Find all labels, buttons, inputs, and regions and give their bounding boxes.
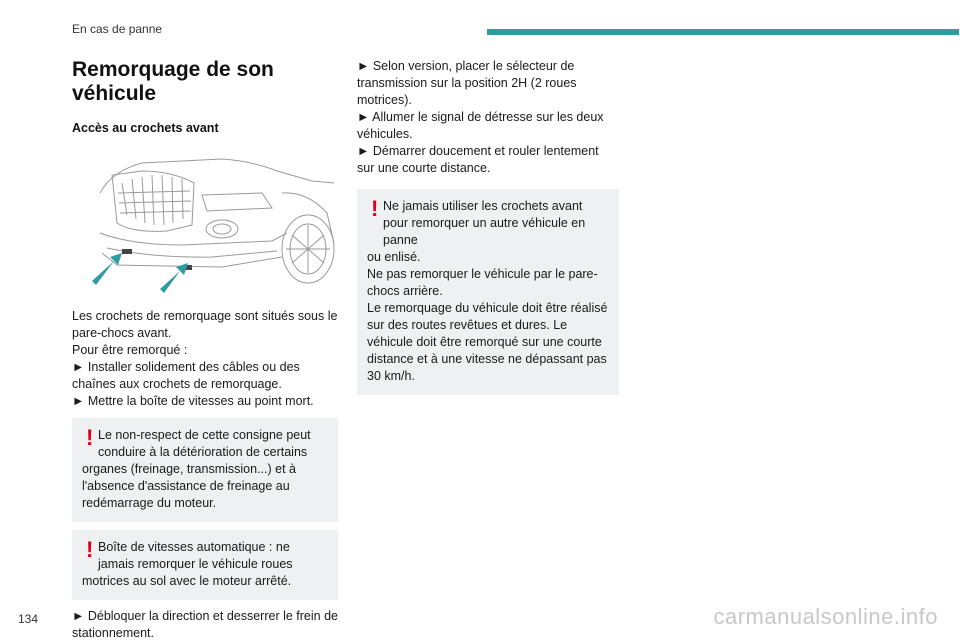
paragraph-hooks-location: Les crochets de remorquage sont situés sous le pare-chocs avant.	[72, 309, 338, 340]
paragraph-to-be-towed: Pour être remorqué :	[72, 343, 188, 357]
step-drive-slowly: ► Démarrer doucement et rouler lentement sur une courte distance.	[357, 144, 599, 175]
page-number: 134	[18, 612, 39, 626]
section-header: En cas de panne	[72, 22, 163, 36]
warning-box-automatic-gearbox	[72, 530, 338, 600]
warning-text-first: Le non-respect de cette consigne peut conduire à la détérioration de certains	[98, 428, 311, 459]
page-title: Remorquage de son véhicule	[72, 58, 274, 105]
warning-text-rest: organes (freinage, transmission...) et à l'absence d'assistance de freinage au redémarrage du moteur.	[82, 462, 296, 510]
warning-text-first: Ne jamais utiliser les crochets avant pour remorquer un autre véhicule en panne	[383, 199, 586, 247]
right-column	[357, 58, 619, 403]
step-release-steering: ► Débloquer la direction et desserrer le frein de stationnement.	[72, 609, 338, 640]
warning-text-line3: Ne pas remorquer le véhicule par le pare-chocs arrière.	[367, 267, 598, 298]
front-towing-hooks-illustration	[72, 153, 338, 293]
warning-icon: !	[86, 537, 94, 562]
left-column	[72, 58, 338, 642]
header-accent-bar	[487, 29, 959, 35]
warning-box-damage	[72, 418, 338, 522]
warning-text-line4: Le remorquage du véhicule doit être réalisé sur des routes revêtues et dures. Le véhicule doit être remorqué sur une courte distance et à une vitesse ne dépassant pas 30 km/h.	[367, 301, 608, 383]
warning-box-front-hooks	[357, 189, 619, 395]
warning-text-first: Boîte de vitesses automatique : ne jamais remorquer le véhicule roues	[98, 540, 293, 571]
step-hazard-lights: ► Allumer le signal de détresse sur les deux véhicules.	[357, 110, 604, 141]
warning-text-line2: ou enlisé.	[367, 250, 421, 264]
step-neutral-gear: ► Mettre la boîte de vitesses au point mort.	[72, 394, 314, 408]
warning-text-rest: motrices au sol avec le moteur arrêté.	[82, 574, 292, 588]
watermark: carmanualsonline.info	[713, 604, 938, 629]
section-subtitle: Accès au crochets avant	[72, 121, 219, 135]
warning-icon: !	[86, 425, 94, 450]
step-install-cables: ► Installer solidement des câbles ou des chaînes aux crochets de remorquage.	[72, 360, 300, 391]
step-transmission-2h: ► Selon version, placer le sélecteur de transmission sur la position 2H (2 roues motrices).	[357, 59, 577, 107]
warning-icon: !	[371, 196, 379, 221]
